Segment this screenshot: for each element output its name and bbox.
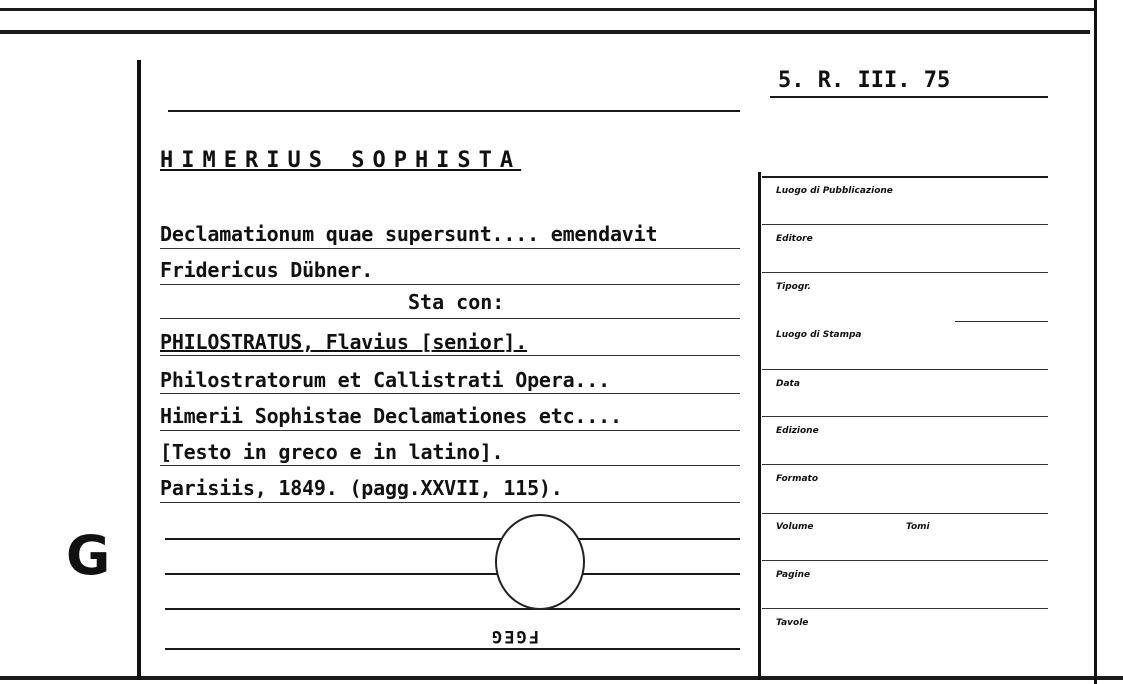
blank-line — [165, 608, 740, 610]
title-line-1: Declamationum quae supersunt.... emendavit — [160, 222, 658, 246]
form-rule — [762, 513, 1048, 514]
bound-with-line-2: Philostratorum et Callistrati Opera... — [160, 368, 610, 392]
left-margin-line — [137, 60, 141, 680]
shelfmark: 5. R. III. 75 — [778, 68, 951, 93]
rule — [160, 393, 740, 394]
stamp-number: FGEG — [490, 626, 539, 646]
author-heading: HIMERIUS SOPHISTA — [160, 148, 522, 173]
rule — [160, 355, 740, 356]
form-field-label: Data — [776, 379, 800, 389]
form-field-label: Tipogr. — [776, 282, 811, 292]
form-field-label: Pagine — [776, 570, 811, 580]
bound-with-line-1: PHILOSTRATUS, Flavius [senior]. — [160, 330, 528, 354]
rule — [160, 502, 740, 503]
form-top-line — [762, 176, 1048, 178]
form-field-label: Luogo di Stampa — [776, 330, 862, 340]
blank-line — [165, 573, 740, 575]
rule — [160, 430, 740, 431]
top-border-line-2 — [0, 30, 1090, 34]
form-rule — [762, 416, 1048, 417]
bound-with-line-5: Parisiis, 1849. (pagg.XXVII, 115). — [160, 476, 563, 500]
form-field-label-extra: Tomi — [906, 522, 930, 532]
rule — [160, 284, 740, 285]
bottom-border-line — [0, 676, 1123, 680]
column-divider-line — [758, 172, 761, 680]
form-field-label: Tavole — [776, 618, 809, 628]
bound-with-line-3: Himerii Sophistae Declamationes etc.... — [160, 404, 622, 428]
form-field-label: Formato — [776, 474, 819, 484]
form-field-label: Luogo di Pubblicazione — [776, 186, 893, 196]
form-rule — [762, 369, 1048, 370]
blank-line-top — [168, 110, 740, 112]
form-rule — [762, 464, 1048, 465]
right-edge-border — [1094, 0, 1097, 684]
rule — [160, 318, 740, 319]
form-field-label: Volume — [776, 522, 814, 532]
bound-with-line-4: [Testo in greco e in latino]. — [160, 440, 504, 464]
rule — [160, 465, 740, 466]
side-letter: G — [66, 524, 111, 587]
rule — [160, 248, 740, 249]
form-rule — [955, 321, 1048, 322]
punch-hole-circle — [495, 514, 585, 610]
form-rule — [762, 224, 1048, 225]
form-rule — [762, 608, 1048, 609]
shelfmark-underline — [770, 96, 1048, 98]
top-border-line — [0, 8, 1095, 11]
form-field-label: Editore — [776, 234, 813, 244]
bound-with-label: Sta con: — [408, 290, 505, 314]
blank-line — [165, 648, 740, 650]
blank-line — [165, 538, 740, 540]
form-rule — [762, 560, 1048, 561]
title-line-2: Fridericus Dübner. — [160, 258, 374, 282]
form-rule — [762, 272, 1048, 273]
form-field-label: Edizione — [776, 426, 819, 436]
